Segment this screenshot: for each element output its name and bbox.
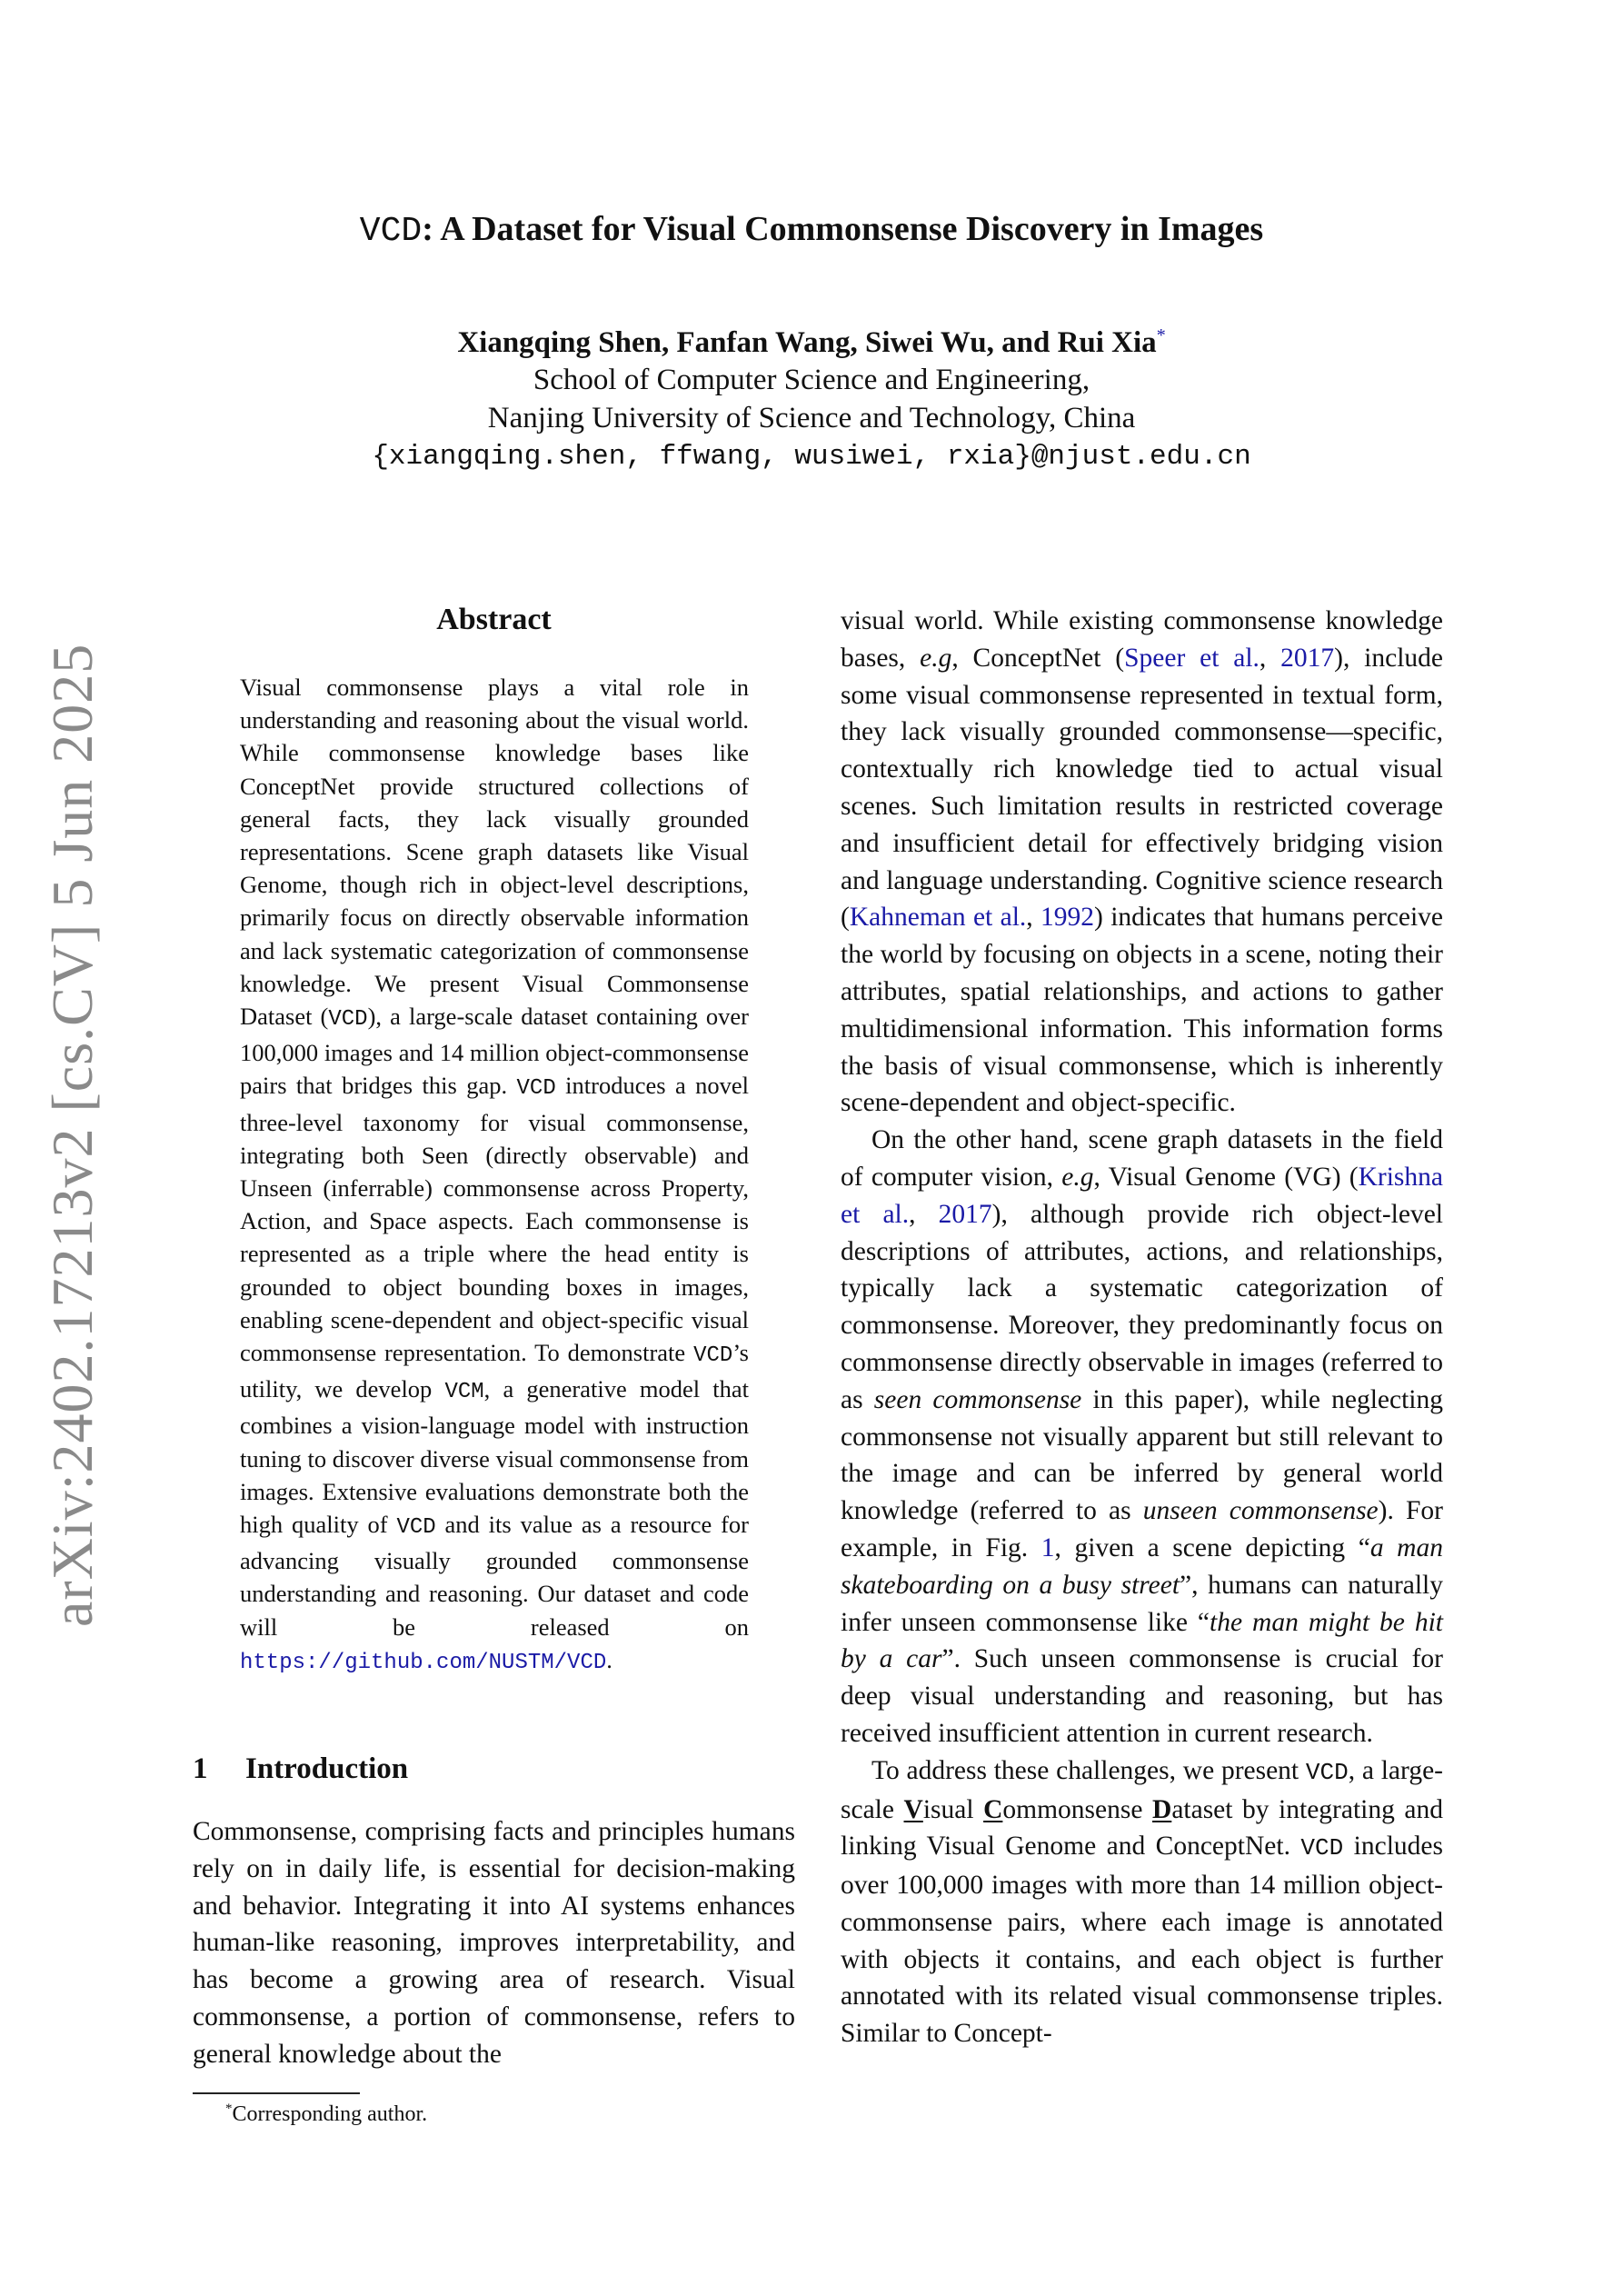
- body-text: , Visual Genome (VG) (: [1093, 1162, 1359, 1192]
- body-text: ommonsense: [1002, 1794, 1152, 1824]
- paper-title: [0, 209, 1623, 251]
- abstract-text: , a generative model that combines a vision-language model with instruction tuning to discover diverse visual commonsense from images. Extensive evaluations demonstrate both the high quality of: [240, 1375, 749, 1539]
- emphasis: the man might be hit by a car: [841, 1607, 1443, 1674]
- emphasis: e.g: [920, 643, 952, 673]
- abstract-text: introduces a novel three-level taxonomy for visual commonsense, integrating both Seen (directly observable) and Unseen (inferrable) commonsense across Property, Action, and Space aspects. Each commonsense is represented as a triple where the head entity is grounded to object bounding boxes in images, enabling scene-dependent and object-specific visual commonsense representation. To demonstrate: [240, 1072, 749, 1367]
- body-text: ”. Such unseen commonsense is crucial for deep visual understanding and reasoning, but has received insufficient attention in current research.: [841, 1644, 1443, 1748]
- dataset-name: VCD: [1300, 1834, 1344, 1862]
- body-text: ,: [909, 1199, 939, 1229]
- abstract-heading: Abstract: [436, 603, 552, 636]
- model-name: VCM: [444, 1380, 484, 1405]
- footnote-text: Corresponding author.: [232, 2102, 428, 2126]
- abstract-text: ’s utility, we develop: [240, 1339, 749, 1403]
- body-text: ), include some visual commonsense represented in textual form, they lack visually grounded commonsense—specific, contextually rich knowledge tied to actual visual scenes. Such limitation results in restricted coverage and insufficient detail for effectively bridging vision and language understanding. Cognitive science research (: [841, 643, 1444, 933]
- abstract-text: ), a large-scale dataset containing over 100,000 images and 14 million object-commonsense pairs that bridges this gap.: [240, 1003, 749, 1100]
- acronym-letter: C: [983, 1794, 1003, 1824]
- intro-paragraph-left: Commonsense, comprising facts and principles humans rely on in daily life, is essential for decision-making and behavior. Integrating it into AI systems enhances human-like reasoning, improves interpretability, and has become a growing area of research. Visual commonsense, a portion of commonsense, refers to general knowledge about the: [193, 1817, 795, 2069]
- abstract-text: and its value as a resource for advancing visually grounded commonsense understanding and reasoning. Our dataset and code will be released on: [240, 1511, 749, 1641]
- author-emails: {xiangqing.shen, ffwang, wusiwei, rxia}@njust.edu.cn: [372, 441, 1251, 473]
- body-text: ), although provide rich object-level descriptions of attributes, actions, and relationships, typically lack a systematic categorization of commonsense. Moreover, they predominantly focus on commonsense directly observable in images (referred to as: [841, 1199, 1443, 1414]
- body-text: To address these challenges, we present: [871, 1755, 1306, 1785]
- right-column: [841, 603, 1443, 2052]
- body-text: isual: [922, 1794, 984, 1824]
- body-text: , given a scene depicting “: [1054, 1532, 1370, 1562]
- citation-year-link[interactable]: 2017: [1280, 643, 1335, 673]
- intro-paragraph-1: [841, 603, 1443, 1122]
- citation-link[interactable]: Speer et al.: [1124, 643, 1260, 673]
- title-text: : A Dataset for Visual Commonsense Discovery in Images: [422, 210, 1264, 248]
- body-text: ”, humans can naturally infer unseen commonsense like “: [841, 1570, 1443, 1637]
- dataset-name: VCD: [516, 1076, 556, 1102]
- body-text: ,: [1259, 643, 1281, 673]
- dataset-name: VCD: [693, 1343, 733, 1369]
- dataset-name: VCD: [1305, 1758, 1349, 1786]
- emphasis: e.g: [1061, 1162, 1094, 1192]
- emphasis: seen commonsense: [873, 1384, 1082, 1414]
- dataset-name: VCD: [328, 1007, 368, 1033]
- body-text: , a large-scale: [841, 1755, 1443, 1824]
- citation-link[interactable]: Krishna et al.: [841, 1162, 1443, 1229]
- footnote: [225, 2101, 427, 2127]
- citation-year-link[interactable]: 1992: [1041, 903, 1095, 933]
- intro-paragraph-3: [841, 1752, 1443, 2052]
- title-code: VCD: [359, 212, 423, 251]
- emphasis: a man skateboarding on a busy street: [841, 1532, 1443, 1600]
- section-title: Introduction: [245, 1752, 409, 1785]
- acronym-letter: D: [1152, 1794, 1172, 1824]
- body-text: ataset by integrating and linking Visual Genome and ConceptNet.: [841, 1794, 1443, 1862]
- footnote-mark: *: [225, 2101, 233, 2116]
- body-text: ). For example, in Fig.: [841, 1496, 1443, 1562]
- abstract-text: Visual commonsense plays a vital role in understanding and reasoning about the visual world. While commonsense knowledge bases like ConceptNet provide structured collections of general facts, they lack visually grounded representations. Scene graph datasets like Visual Genome, though rich in object-level descriptions, primarily focus on directly observable information and lack systematic categorization of commonsense knowledge. We present Visual Commonsense Dataset (: [240, 674, 749, 1031]
- body-text: in this paper), while neglecting commonsense not visually apparent but still relevant to the image and can be inferred by general world knowledge (referred to as: [841, 1384, 1444, 1526]
- footnote-divider: [193, 2092, 360, 2094]
- body-text: ,: [1026, 903, 1041, 933]
- arxiv-identifier: arXiv:2402.17213v2 [cs.CV] 5 Jun 2025: [40, 643, 105, 1627]
- body-text: On the other hand, scene graph datasets in the field of computer vision,: [841, 1125, 1443, 1192]
- author-names: Xiangqing Shen, Fanfan Wang, Siwei Wu, and Rui Xia: [457, 326, 1157, 359]
- section-number: 1: [193, 1752, 208, 1785]
- affiliation-line-1: School of Computer Science and Engineering,: [533, 364, 1090, 396]
- abstract-text: .: [606, 1645, 612, 1673]
- intro-paragraph-2: [841, 1122, 1443, 1752]
- body-text: ) indicates that humans perceive the world by focusing on objects in a scene, noting their attributes, spatial relationships, and actions to gather multidimensional information. This information forms the basis of visual commonsense, which is inherently scene-dependent and object-specific.: [841, 903, 1443, 1118]
- body-text: visual world. While existing commonsense knowledge bases,: [841, 606, 1443, 673]
- dataset-name: VCD: [396, 1515, 436, 1541]
- emphasis: unseen commonsense: [1142, 1496, 1379, 1526]
- section-heading-introduction: [193, 1752, 795, 1786]
- citation-link[interactable]: Kahneman et al.: [849, 903, 1027, 933]
- github-link[interactable]: https://github.com/NUSTM/VCD: [240, 1650, 607, 1675]
- body-text: , ConceptNet (: [951, 643, 1125, 673]
- acronym-letter: V: [903, 1794, 923, 1824]
- affiliation-line-2: Nanjing University of Science and Technology, China: [487, 402, 1136, 434]
- citation-year-link[interactable]: 2017: [938, 1199, 992, 1229]
- body-text: includes over 100,000 images with more than 14 million object-commonsense pairs, where each image is annotated with objects it contains, and each object is further annotated with its related visual commonsense triples. Similar to Concept-: [841, 1832, 1443, 2049]
- abstract-body: [240, 671, 749, 1680]
- figure-reference-link[interactable]: 1: [1041, 1532, 1055, 1562]
- author-list: [0, 325, 1623, 360]
- corresponding-author-mark[interactable]: *: [1156, 325, 1166, 345]
